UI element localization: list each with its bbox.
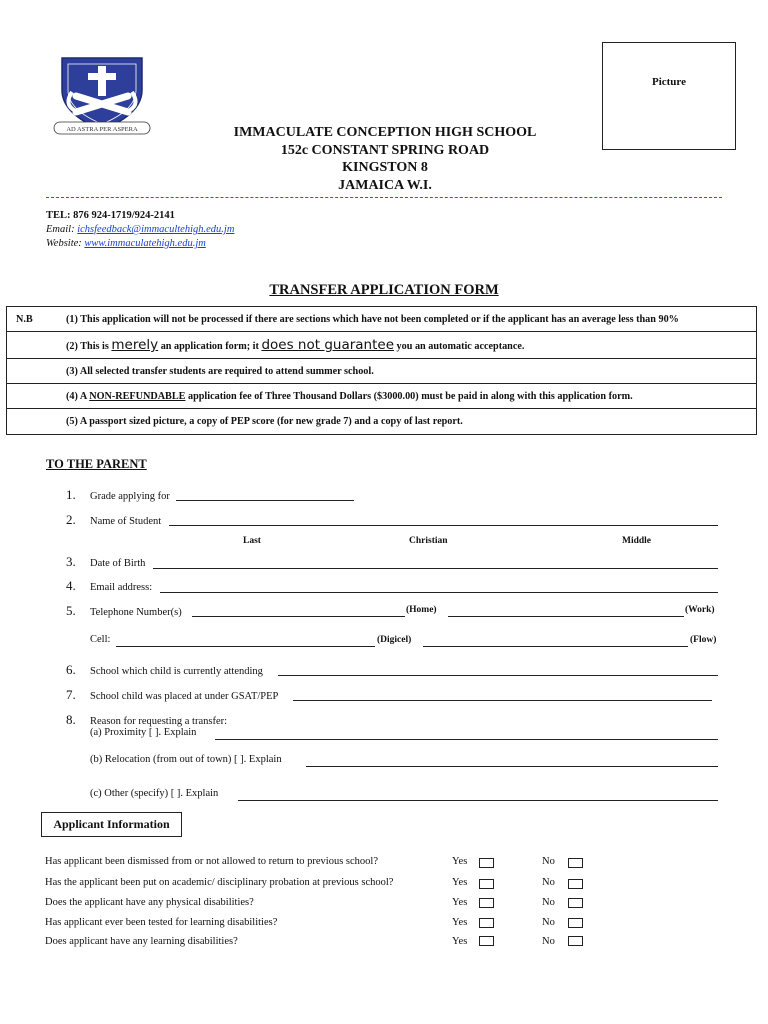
q1-no-checkbox[interactable] — [568, 858, 583, 868]
note-1: (1) This application will not be processed if there are sections which have not been completed or if the applicant has an average less than 90% — [62, 307, 757, 332]
note-3: (3) All selected transfer students are required to attend summer school. — [62, 359, 757, 384]
email-link[interactable]: ichsfeedback@immacultehigh.edu.jm — [77, 224, 235, 235]
logo-motto: AD ASTRA PER ASPERA — [66, 126, 138, 133]
note-2-no-guarantee: does not guarantee — [261, 337, 394, 353]
applicant-question-2: Has the applicant been put on academic/ disciplinary probation at previous school? — [45, 877, 394, 888]
applicant-question-1: Has applicant been dismissed from or not allowed to return to previous school? — [45, 856, 379, 867]
no-label: No — [542, 936, 555, 947]
q2-no-checkbox[interactable] — [568, 879, 583, 889]
q4-no-checkbox[interactable] — [568, 918, 583, 928]
no-label: No — [542, 897, 555, 908]
q8c-other: (c) Other (specify) [ ]. Explain — [90, 788, 219, 799]
q5-yes-checkbox[interactable] — [479, 936, 494, 946]
q2-student-name: 2. Name of Student — [66, 512, 162, 527]
notes-table — [6, 306, 757, 435]
website-label: Website: — [46, 238, 82, 249]
note-row — [7, 359, 757, 384]
email-label: Email: — [46, 224, 75, 235]
applicant-question-4: Has applicant ever been tested for learning disabilities? — [45, 917, 278, 928]
no-label: No — [542, 917, 555, 928]
applicant-question-3: Does the applicant have any physical disabilities? — [45, 897, 254, 908]
yes-label: Yes — [452, 877, 468, 888]
school-country: JAMAICA W.I. — [338, 177, 432, 193]
yes-label: Yes — [452, 856, 468, 867]
student-name-input-line[interactable] — [169, 525, 718, 526]
picture-box[interactable] — [602, 42, 736, 150]
q1-grade: 1. Grade applying for — [66, 487, 170, 502]
q4-yes-checkbox[interactable] — [479, 918, 494, 928]
q4-email: 4. Email address: — [66, 578, 153, 593]
school-street: 152c CONSTANT SPRING ROAD — [280, 142, 490, 158]
no-label: No — [542, 856, 555, 867]
school-name: IMMACULATE CONCEPTION HIGH SCHOOL — [233, 125, 537, 140]
note-4-nonrefundable: NON-REFUNDABLE — [89, 390, 186, 402]
website-link[interactable]: www.immaculatehigh.edu.jm — [84, 238, 206, 249]
to-the-parent-heading: TO THE PARENT — [46, 457, 147, 471]
proximity-explain-line[interactable] — [215, 739, 718, 740]
q7-gsat-school: 7. School child was placed at under GSAT/PEP — [66, 687, 279, 702]
school-address-block — [180, 124, 590, 194]
nb-label: N.B — [7, 307, 63, 332]
q3-no-checkbox[interactable] — [568, 898, 583, 908]
other-explain-line[interactable] — [238, 800, 718, 801]
note-5: (5) A passport sized picture, a copy of PEP score (for new grade 7) and a copy of last report. — [62, 409, 757, 435]
no-label: No — [542, 877, 555, 888]
email-input-line[interactable] — [160, 592, 718, 593]
flow-input-line[interactable] — [423, 646, 688, 647]
digicel-input-line[interactable] — [116, 646, 375, 647]
school-city: KINGSTON 8 — [342, 160, 428, 175]
flow-label: (Flow) — [690, 635, 717, 645]
q5-telephone: 5. Telephone Number(s) — [66, 603, 182, 618]
note-2-merely: merely — [111, 337, 159, 353]
name-christian-label: Christian — [409, 536, 448, 546]
school-crest-logo — [50, 52, 154, 140]
note-row — [7, 332, 757, 359]
home-phone-input-line[interactable] — [192, 616, 405, 617]
form-title: TRANSFER APPLICATION FORM — [269, 282, 499, 298]
gsat-school-input-line[interactable] — [293, 700, 712, 701]
yes-label: Yes — [452, 936, 468, 947]
q5-no-checkbox[interactable] — [568, 936, 583, 946]
q2-yes-checkbox[interactable] — [479, 879, 494, 889]
dob-input-line[interactable] — [153, 568, 718, 569]
tel-value: 876 924-1719/924-2141 — [73, 210, 175, 221]
note-row — [7, 307, 757, 332]
note-row — [7, 409, 757, 435]
note-2: (2) This is merely an application form; it does not guarantee you an automatic acceptance. — [62, 332, 757, 359]
name-middle-label: Middle — [622, 536, 652, 546]
q8b-relocation: (b) Relocation (from out of town) [ ]. Explain — [90, 754, 282, 765]
relocation-explain-line[interactable] — [306, 766, 718, 767]
work-phone-input-line[interactable] — [448, 616, 684, 617]
applicant-question-5: Does applicant have any learning disabilities? — [45, 936, 238, 947]
picture-label: Picture — [651, 76, 686, 88]
q3-dob: 3. Date of Birth — [66, 554, 146, 569]
tel-label: TEL: — [46, 210, 71, 221]
applicant-info-heading: Applicant Information — [41, 812, 182, 837]
q8-reason: 8. Reason for requesting a transfer: — [66, 712, 228, 727]
header-divider — [46, 197, 722, 198]
note-row — [7, 384, 757, 409]
digicel-label: (Digicel) — [377, 635, 412, 645]
q3-yes-checkbox[interactable] — [479, 898, 494, 908]
contact-block — [46, 209, 234, 251]
grade-input-line[interactable] — [176, 500, 354, 501]
yes-label: Yes — [452, 897, 468, 908]
q6-current-school: 6. School which child is currently attending — [66, 662, 263, 677]
yes-label: Yes — [452, 917, 468, 928]
work-label: (Work) — [685, 605, 715, 615]
note-4: (4) A NON-REFUNDABLE application fee of Three Thousand Dollars ($3000.00) must be paid in along with this application form. — [62, 384, 757, 409]
home-label: (Home) — [406, 605, 437, 615]
current-school-input-line[interactable] — [278, 675, 718, 676]
cell-label: Cell: — [90, 634, 111, 645]
q8a-proximity: (a) Proximity [ ]. Explain — [90, 727, 197, 738]
name-last-label: Last — [243, 536, 261, 546]
q1-yes-checkbox[interactable] — [479, 858, 494, 868]
